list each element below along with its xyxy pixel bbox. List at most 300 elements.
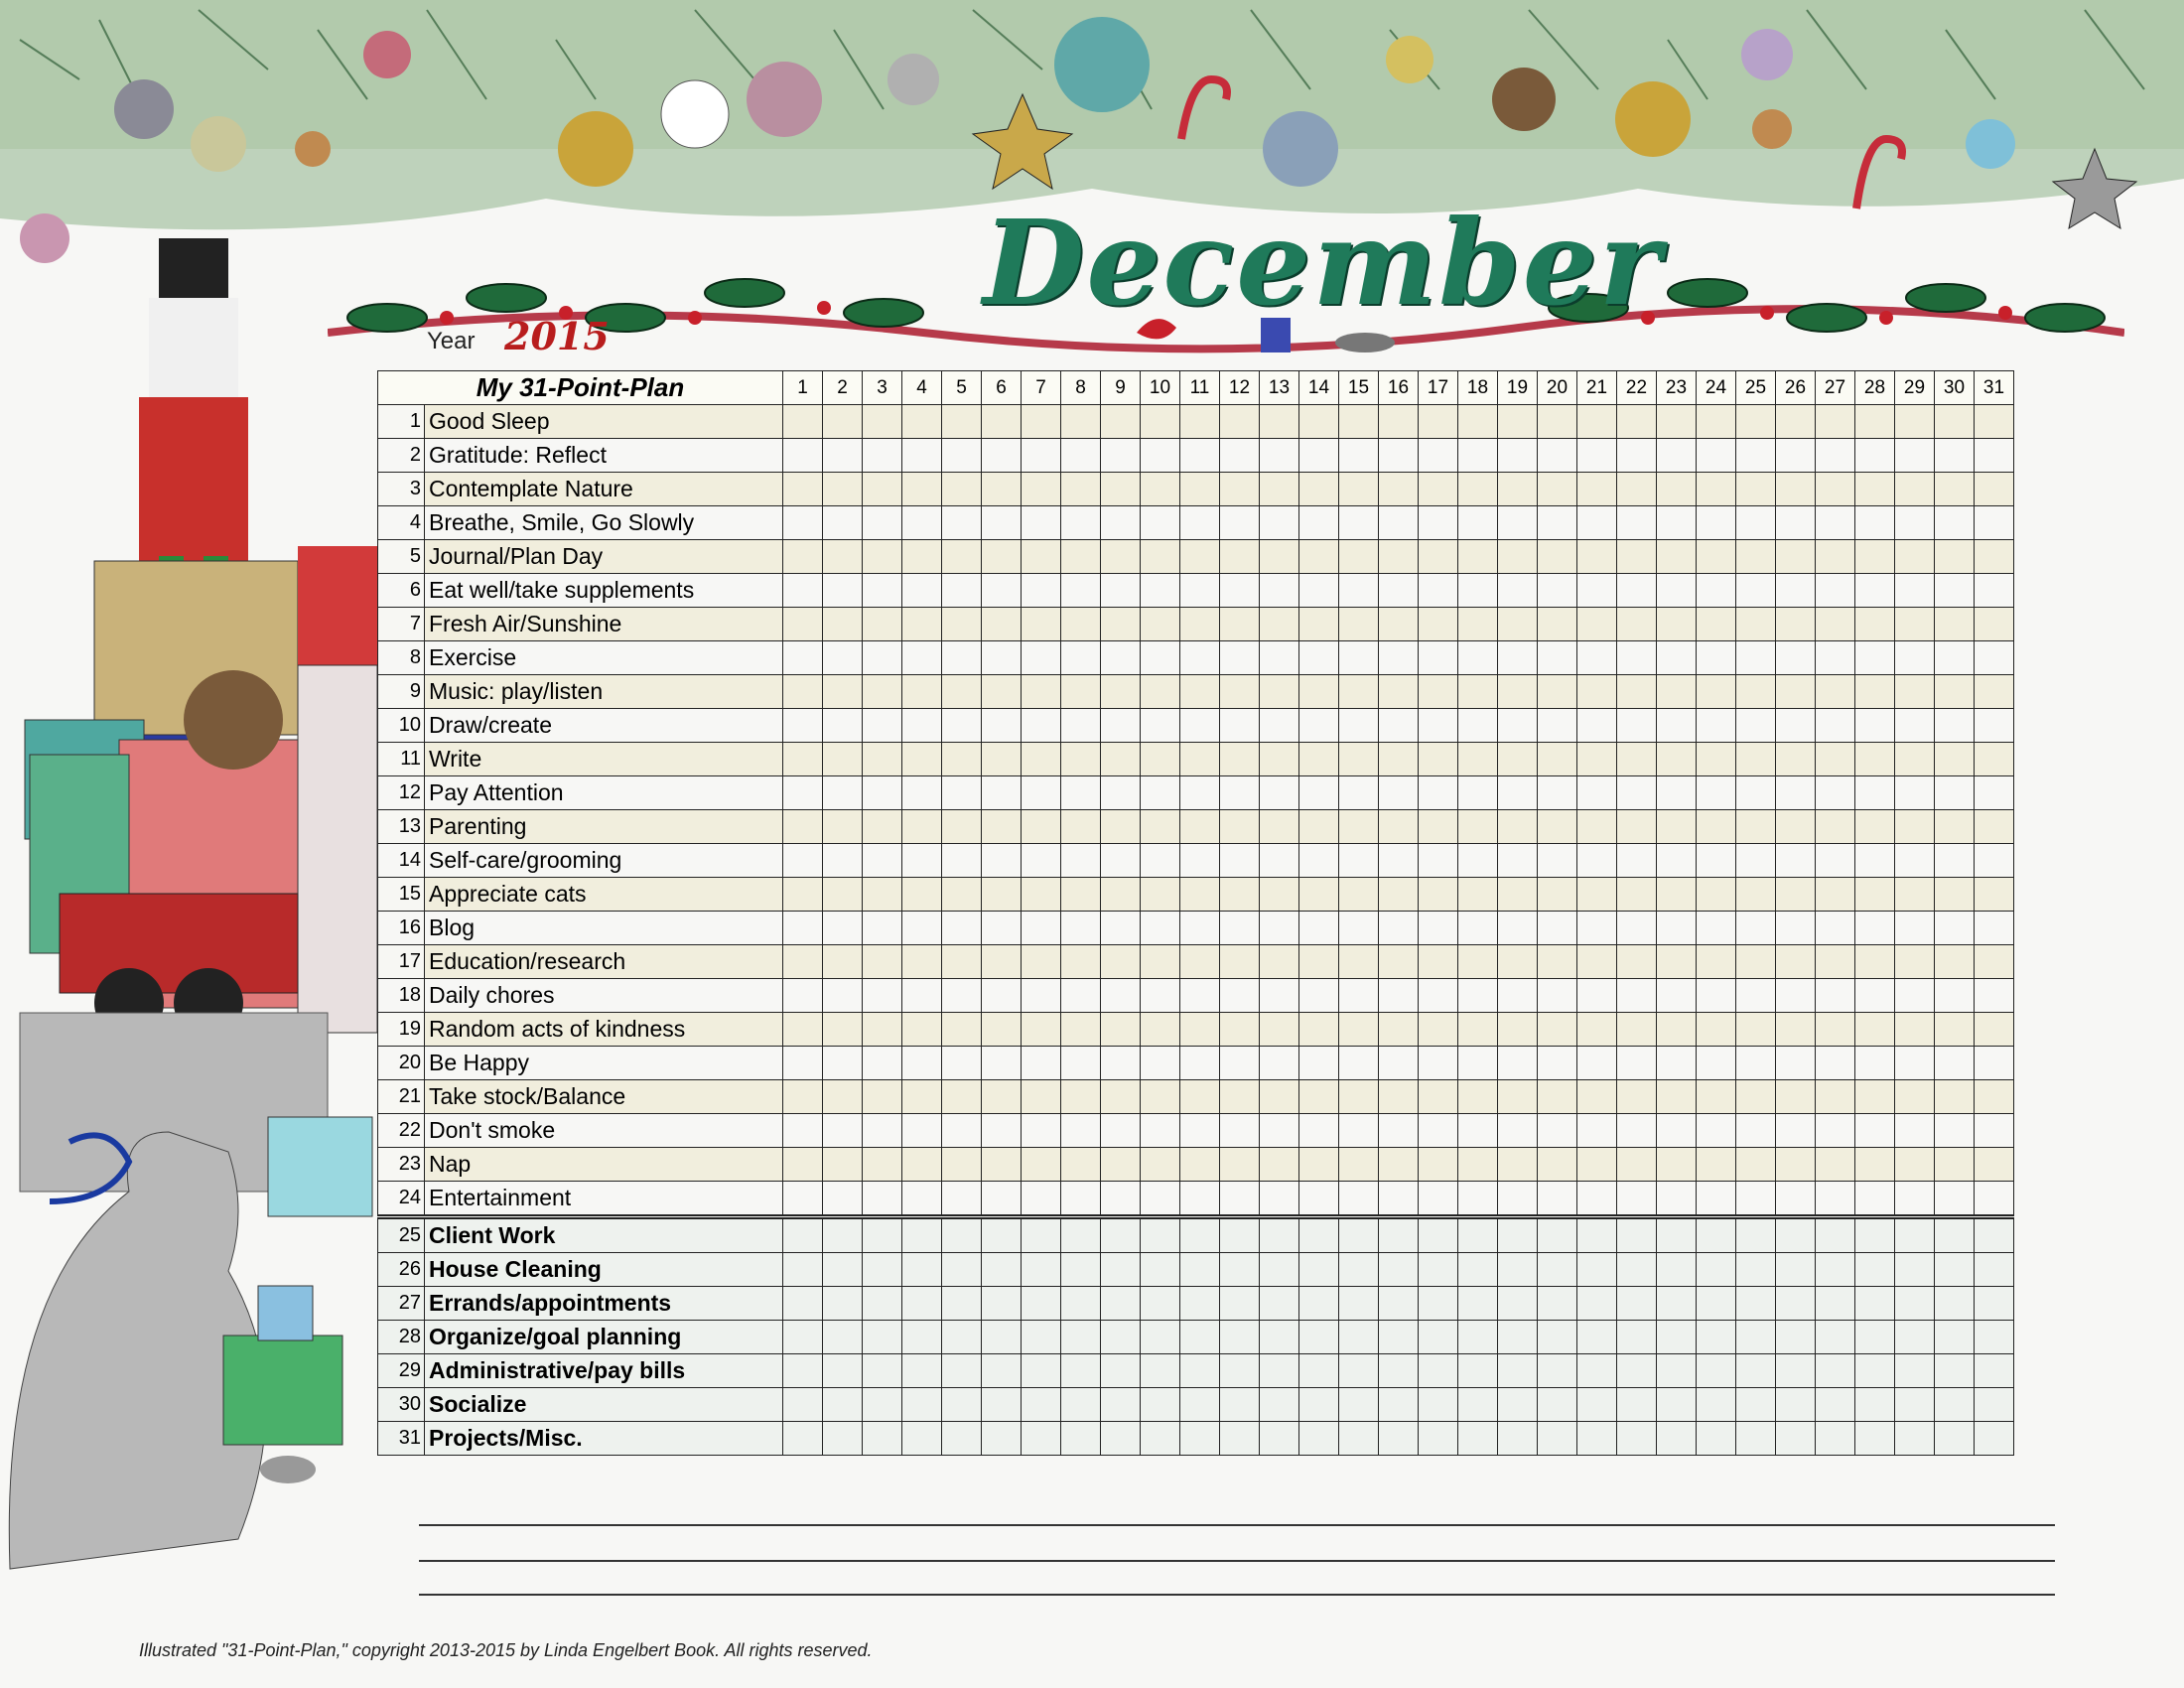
checkbox-cell[interactable] [1022,405,1061,439]
checkbox-cell[interactable] [1935,675,1975,709]
checkbox-cell[interactable] [1697,540,1736,574]
checkbox-cell[interactable] [902,979,942,1013]
checkbox-cell[interactable] [1339,540,1379,574]
checkbox-cell[interactable] [902,675,942,709]
checkbox-cell[interactable] [1736,1182,1776,1217]
checkbox-cell[interactable] [1419,878,1458,912]
checkbox-cell[interactable] [1339,979,1379,1013]
checkbox-cell[interactable] [1697,1013,1736,1047]
checkbox-cell[interactable] [1816,1388,1855,1422]
checkbox-cell[interactable] [1379,1388,1419,1422]
checkbox-cell[interactable] [1935,641,1975,675]
checkbox-cell[interactable] [1538,540,1577,574]
checkbox-cell[interactable] [1895,405,1935,439]
checkbox-cell[interactable] [1180,473,1220,506]
checkbox-cell[interactable] [1538,1253,1577,1287]
checkbox-cell[interactable] [1657,776,1697,810]
checkbox-cell[interactable] [1458,1253,1498,1287]
checkbox-cell[interactable] [1220,1080,1260,1114]
checkbox-cell[interactable] [1935,1217,1975,1253]
checkbox-cell[interactable] [982,608,1022,641]
checkbox-cell[interactable] [1101,1047,1141,1080]
checkbox-cell[interactable] [1379,810,1419,844]
checkbox-cell[interactable] [1697,810,1736,844]
checkbox-cell[interactable] [942,844,982,878]
checkbox-cell[interactable] [1260,1013,1299,1047]
checkbox-cell[interactable] [1419,743,1458,776]
checkbox-cell[interactable] [1538,439,1577,473]
checkbox-cell[interactable] [1260,473,1299,506]
checkbox-cell[interactable] [1339,1253,1379,1287]
checkbox-cell[interactable] [1260,1080,1299,1114]
checkbox-cell[interactable] [1061,1388,1101,1422]
checkbox-cell[interactable] [1220,405,1260,439]
checkbox-cell[interactable] [1180,1182,1220,1217]
checkbox-cell[interactable] [982,1114,1022,1148]
checkbox-cell[interactable] [1022,1047,1061,1080]
checkbox-cell[interactable] [1617,608,1657,641]
checkbox-cell[interactable] [1855,608,1895,641]
checkbox-cell[interactable] [1975,608,2014,641]
checkbox-cell[interactable] [1736,1354,1776,1388]
checkbox-cell[interactable] [1419,439,1458,473]
checkbox-cell[interactable] [1577,878,1617,912]
checkbox-cell[interactable] [1022,1388,1061,1422]
checkbox-cell[interactable] [1577,1217,1617,1253]
checkbox-cell[interactable] [1260,979,1299,1013]
checkbox-cell[interactable] [1538,1217,1577,1253]
checkbox-cell[interactable] [1895,1321,1935,1354]
checkbox-cell[interactable] [1816,1422,1855,1456]
checkbox-cell[interactable] [982,1321,1022,1354]
checkbox-cell[interactable] [1458,1422,1498,1456]
checkbox-cell[interactable] [1577,405,1617,439]
checkbox-cell[interactable] [1697,641,1736,675]
checkbox-cell[interactable] [1538,1047,1577,1080]
checkbox-cell[interactable] [1697,1422,1736,1456]
checkbox-cell[interactable] [1736,1114,1776,1148]
checkbox-cell[interactable] [1855,405,1895,439]
checkbox-cell[interactable] [1260,709,1299,743]
checkbox-cell[interactable] [1260,574,1299,608]
checkbox-cell[interactable] [1538,945,1577,979]
checkbox-cell[interactable] [1061,675,1101,709]
checkbox-cell[interactable] [1419,945,1458,979]
checkbox-cell[interactable] [1975,1217,2014,1253]
checkbox-cell[interactable] [1101,844,1141,878]
checkbox-cell[interactable] [1458,878,1498,912]
checkbox-cell[interactable] [1855,675,1895,709]
checkbox-cell[interactable] [823,1253,863,1287]
checkbox-cell[interactable] [863,1148,902,1182]
checkbox-cell[interactable] [1141,1422,1180,1456]
checkbox-cell[interactable] [1816,912,1855,945]
checkbox-cell[interactable] [1419,709,1458,743]
checkbox-cell[interactable] [1299,1114,1339,1148]
checkbox-cell[interactable] [783,473,823,506]
checkbox-cell[interactable] [1538,506,1577,540]
checkbox-cell[interactable] [783,1080,823,1114]
checkbox-cell[interactable] [1419,574,1458,608]
checkbox-cell[interactable] [1617,1114,1657,1148]
checkbox-cell[interactable] [1061,439,1101,473]
checkbox-cell[interactable] [1935,945,1975,979]
checkbox-cell[interactable] [1022,945,1061,979]
checkbox-cell[interactable] [1498,810,1538,844]
checkbox-cell[interactable] [1657,1217,1697,1253]
checkbox-cell[interactable] [1061,776,1101,810]
checkbox-cell[interactable] [1180,844,1220,878]
checkbox-cell[interactable] [1458,1217,1498,1253]
checkbox-cell[interactable] [1577,844,1617,878]
checkbox-cell[interactable] [1816,878,1855,912]
checkbox-cell[interactable] [1022,1253,1061,1287]
checkbox-cell[interactable] [1498,945,1538,979]
checkbox-cell[interactable] [1141,844,1180,878]
checkbox-cell[interactable] [1180,878,1220,912]
checkbox-cell[interactable] [1855,878,1895,912]
checkbox-cell[interactable] [1220,979,1260,1013]
checkbox-cell[interactable] [1895,608,1935,641]
checkbox-cell[interactable] [1419,506,1458,540]
checkbox-cell[interactable] [1498,1287,1538,1321]
checkbox-cell[interactable] [1299,1422,1339,1456]
checkbox-cell[interactable] [1657,709,1697,743]
checkbox-cell[interactable] [1935,473,1975,506]
checkbox-cell[interactable] [1458,1287,1498,1321]
checkbox-cell[interactable] [1895,1287,1935,1321]
checkbox-cell[interactable] [1260,743,1299,776]
checkbox-cell[interactable] [1260,641,1299,675]
checkbox-cell[interactable] [1180,1388,1220,1422]
checkbox-cell[interactable] [863,405,902,439]
checkbox-cell[interactable] [1022,473,1061,506]
checkbox-cell[interactable] [1419,1253,1458,1287]
checkbox-cell[interactable] [1577,1080,1617,1114]
checkbox-cell[interactable] [982,1013,1022,1047]
checkbox-cell[interactable] [1498,540,1538,574]
checkbox-cell[interactable] [1776,945,1816,979]
checkbox-cell[interactable] [1975,439,2014,473]
checkbox-cell[interactable] [1538,675,1577,709]
checkbox-cell[interactable] [1299,1080,1339,1114]
checkbox-cell[interactable] [1220,1114,1260,1148]
checkbox-cell[interactable] [1061,1217,1101,1253]
checkbox-cell[interactable] [1697,1388,1736,1422]
checkbox-cell[interactable] [1895,675,1935,709]
checkbox-cell[interactable] [942,439,982,473]
checkbox-cell[interactable] [1657,844,1697,878]
checkbox-cell[interactable] [1816,574,1855,608]
checkbox-cell[interactable] [1776,1013,1816,1047]
checkbox-cell[interactable] [1498,1080,1538,1114]
checkbox-cell[interactable] [783,743,823,776]
checkbox-cell[interactable] [1776,1047,1816,1080]
checkbox-cell[interactable] [1816,979,1855,1013]
checkbox-cell[interactable] [1299,506,1339,540]
checkbox-cell[interactable] [1538,473,1577,506]
checkbox-cell[interactable] [1022,540,1061,574]
checkbox-cell[interactable] [1379,540,1419,574]
checkbox-cell[interactable] [1022,979,1061,1013]
checkbox-cell[interactable] [783,439,823,473]
checkbox-cell[interactable] [982,1182,1022,1217]
checkbox-cell[interactable] [783,979,823,1013]
checkbox-cell[interactable] [1458,608,1498,641]
checkbox-cell[interactable] [1180,675,1220,709]
checkbox-cell[interactable] [1061,709,1101,743]
checkbox-cell[interactable] [1816,844,1855,878]
checkbox-cell[interactable] [982,506,1022,540]
checkbox-cell[interactable] [1498,1013,1538,1047]
checkbox-cell[interactable] [1816,641,1855,675]
checkbox-cell[interactable] [1736,912,1776,945]
checkbox-cell[interactable] [1895,439,1935,473]
checkbox-cell[interactable] [783,1047,823,1080]
checkbox-cell[interactable] [1538,641,1577,675]
checkbox-cell[interactable] [1180,1287,1220,1321]
checkbox-cell[interactable] [1022,506,1061,540]
checkbox-cell[interactable] [1061,979,1101,1013]
checkbox-cell[interactable] [982,945,1022,979]
checkbox-cell[interactable] [1577,709,1617,743]
checkbox-cell[interactable] [1975,810,2014,844]
checkbox-cell[interactable] [982,439,1022,473]
checkbox-cell[interactable] [1736,1287,1776,1321]
checkbox-cell[interactable] [902,709,942,743]
checkbox-cell[interactable] [1101,1287,1141,1321]
checkbox-cell[interactable] [942,1253,982,1287]
checkbox-cell[interactable] [1736,675,1776,709]
checkbox-cell[interactable] [1657,1287,1697,1321]
checkbox-cell[interactable] [1022,844,1061,878]
checkbox-cell[interactable] [1935,574,1975,608]
checkbox-cell[interactable] [1657,1013,1697,1047]
checkbox-cell[interactable] [1617,1182,1657,1217]
checkbox-cell[interactable] [1299,473,1339,506]
checkbox-cell[interactable] [1260,1217,1299,1253]
checkbox-cell[interactable] [1975,574,2014,608]
checkbox-cell[interactable] [1538,776,1577,810]
checkbox-cell[interactable] [1299,608,1339,641]
checkbox-cell[interactable] [1975,979,2014,1013]
checkbox-cell[interactable] [1101,1114,1141,1148]
checkbox-cell[interactable] [1816,945,1855,979]
checkbox-cell[interactable] [1736,1013,1776,1047]
checkbox-cell[interactable] [1697,1047,1736,1080]
checkbox-cell[interactable] [982,776,1022,810]
checkbox-cell[interactable] [1498,1253,1538,1287]
checkbox-cell[interactable] [1816,1148,1855,1182]
checkbox-cell[interactable] [1299,540,1339,574]
checkbox-cell[interactable] [1339,1182,1379,1217]
checkbox-cell[interactable] [1379,1047,1419,1080]
checkbox-cell[interactable] [1736,1388,1776,1422]
checkbox-cell[interactable] [1260,1114,1299,1148]
checkbox-cell[interactable] [1895,1148,1935,1182]
checkbox-cell[interactable] [1657,1422,1697,1456]
checkbox-cell[interactable] [1379,1114,1419,1148]
checkbox-cell[interactable] [863,979,902,1013]
checkbox-cell[interactable] [1617,1388,1657,1422]
checkbox-cell[interactable] [1736,540,1776,574]
checkbox-cell[interactable] [1339,506,1379,540]
checkbox-cell[interactable] [1577,1013,1617,1047]
checkbox-cell[interactable] [1101,608,1141,641]
checkbox-cell[interactable] [1458,1388,1498,1422]
checkbox-cell[interactable] [1975,405,2014,439]
checkbox-cell[interactable] [1141,1287,1180,1321]
checkbox-cell[interactable] [1339,1422,1379,1456]
checkbox-cell[interactable] [1776,709,1816,743]
checkbox-cell[interactable] [902,641,942,675]
checkbox-cell[interactable] [783,878,823,912]
checkbox-cell[interactable] [783,709,823,743]
checkbox-cell[interactable] [1935,776,1975,810]
checkbox-cell[interactable] [1855,912,1895,945]
checkbox-cell[interactable] [1855,1388,1895,1422]
checkbox-cell[interactable] [1022,1321,1061,1354]
checkbox-cell[interactable] [1339,743,1379,776]
checkbox-cell[interactable] [1299,945,1339,979]
checkbox-cell[interactable] [1895,540,1935,574]
checkbox-cell[interactable] [1776,1422,1816,1456]
checkbox-cell[interactable] [823,1354,863,1388]
checkbox-cell[interactable] [863,776,902,810]
checkbox-cell[interactable] [1697,1148,1736,1182]
checkbox-cell[interactable] [1975,1388,2014,1422]
checkbox-cell[interactable] [1776,1388,1816,1422]
checkbox-cell[interactable] [1141,540,1180,574]
checkbox-cell[interactable] [1061,1047,1101,1080]
checkbox-cell[interactable] [1220,912,1260,945]
checkbox-cell[interactable] [1617,574,1657,608]
checkbox-cell[interactable] [1180,1080,1220,1114]
checkbox-cell[interactable] [942,709,982,743]
checkbox-cell[interactable] [1458,709,1498,743]
checkbox-cell[interactable] [1855,506,1895,540]
checkbox-cell[interactable] [863,1354,902,1388]
checkbox-cell[interactable] [1697,439,1736,473]
checkbox-cell[interactable] [863,912,902,945]
checkbox-cell[interactable] [1657,1047,1697,1080]
checkbox-cell[interactable] [1657,675,1697,709]
checkbox-cell[interactable] [1339,405,1379,439]
checkbox-cell[interactable] [1935,1422,1975,1456]
checkbox-cell[interactable] [1975,473,2014,506]
checkbox-cell[interactable] [1498,912,1538,945]
checkbox-cell[interactable] [982,1080,1022,1114]
checkbox-cell[interactable] [1538,844,1577,878]
checkbox-cell[interactable] [1260,608,1299,641]
checkbox-cell[interactable] [942,878,982,912]
checkbox-cell[interactable] [863,1321,902,1354]
checkbox-cell[interactable] [1180,709,1220,743]
checkbox-cell[interactable] [1776,743,1816,776]
checkbox-cell[interactable] [1776,473,1816,506]
checkbox-cell[interactable] [1617,912,1657,945]
checkbox-cell[interactable] [1975,912,2014,945]
checkbox-cell[interactable] [863,641,902,675]
checkbox-cell[interactable] [1975,1013,2014,1047]
checkbox-cell[interactable] [863,1217,902,1253]
note-line[interactable] [419,1594,2055,1596]
checkbox-cell[interactable] [1379,641,1419,675]
checkbox-cell[interactable] [1895,743,1935,776]
checkbox-cell[interactable] [1141,1013,1180,1047]
checkbox-cell[interactable] [1657,810,1697,844]
checkbox-cell[interactable] [942,1354,982,1388]
checkbox-cell[interactable] [1895,979,1935,1013]
checkbox-cell[interactable] [1419,608,1458,641]
checkbox-cell[interactable] [1339,1217,1379,1253]
checkbox-cell[interactable] [902,540,942,574]
checkbox-cell[interactable] [902,1148,942,1182]
checkbox-cell[interactable] [1776,1080,1816,1114]
checkbox-cell[interactable] [1895,473,1935,506]
checkbox-cell[interactable] [1617,709,1657,743]
note-line[interactable] [419,1560,2055,1562]
checkbox-cell[interactable] [1816,608,1855,641]
checkbox-cell[interactable] [823,506,863,540]
checkbox-cell[interactable] [982,1388,1022,1422]
checkbox-cell[interactable] [863,1047,902,1080]
checkbox-cell[interactable] [1458,540,1498,574]
checkbox-cell[interactable] [1697,912,1736,945]
checkbox-cell[interactable] [1498,1422,1538,1456]
checkbox-cell[interactable] [1101,743,1141,776]
checkbox-cell[interactable] [1180,912,1220,945]
checkbox-cell[interactable] [1498,1114,1538,1148]
checkbox-cell[interactable] [1379,405,1419,439]
checkbox-cell[interactable] [1895,641,1935,675]
checkbox-cell[interactable] [1498,608,1538,641]
checkbox-cell[interactable] [1935,1148,1975,1182]
checkbox-cell[interactable] [1458,574,1498,608]
checkbox-cell[interactable] [902,844,942,878]
checkbox-cell[interactable] [1022,1013,1061,1047]
checkbox-cell[interactable] [1339,641,1379,675]
checkbox-cell[interactable] [1895,1388,1935,1422]
checkbox-cell[interactable] [902,1321,942,1354]
checkbox-cell[interactable] [1776,439,1816,473]
checkbox-cell[interactable] [1895,810,1935,844]
checkbox-cell[interactable] [783,540,823,574]
checkbox-cell[interactable] [863,945,902,979]
checkbox-cell[interactable] [1855,945,1895,979]
checkbox-cell[interactable] [1617,1354,1657,1388]
checkbox-cell[interactable] [1022,574,1061,608]
checkbox-cell[interactable] [1299,1354,1339,1388]
checkbox-cell[interactable] [1577,912,1617,945]
checkbox-cell[interactable] [783,506,823,540]
checkbox-cell[interactable] [1180,641,1220,675]
checkbox-cell[interactable] [1617,1013,1657,1047]
checkbox-cell[interactable] [1180,945,1220,979]
checkbox-cell[interactable] [1776,608,1816,641]
checkbox-cell[interactable] [1855,574,1895,608]
checkbox-cell[interactable] [1895,506,1935,540]
checkbox-cell[interactable] [1220,574,1260,608]
checkbox-cell[interactable] [1022,776,1061,810]
checkbox-cell[interactable] [1101,810,1141,844]
checkbox-cell[interactable] [1141,1047,1180,1080]
checkbox-cell[interactable] [783,945,823,979]
checkbox-cell[interactable] [1617,743,1657,776]
checkbox-cell[interactable] [1776,574,1816,608]
checkbox-cell[interactable] [863,810,902,844]
checkbox-cell[interactable] [1657,506,1697,540]
